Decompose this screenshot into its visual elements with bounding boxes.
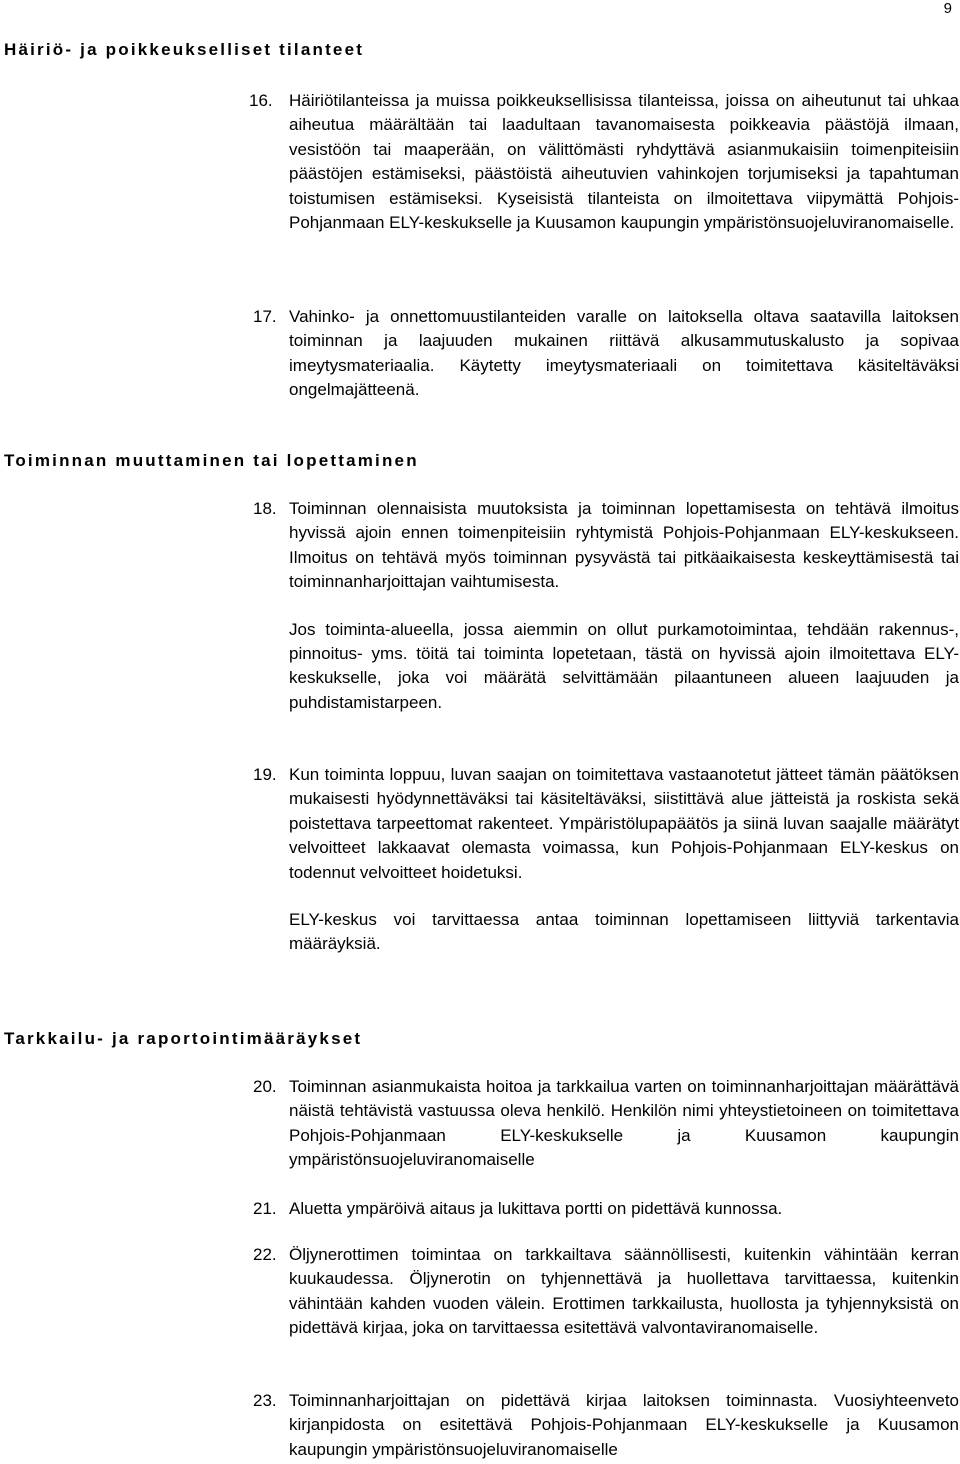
item-number: 18. [253,499,277,518]
item-20 [253,1075,959,1173]
item-19 [253,763,959,957]
item-number: 19. [253,765,277,784]
item-paragraph: Aluetta ympäröivä aitaus ja lukittava portti on pidettävä kunnossa. [289,1199,783,1218]
item-paragraph: Vahinko- ja onnettomuustilanteiden varalle on laitoksella oltava saatavilla laitoksen toiminnan ja laajuuden mukainen riittävä alkusammutuskalusto ja sopivaa imeytysmateriaalia. Käytetty imeytysmateriaali on toimitettava käsiteltäväksi ongelmajätteenä. [289,307,959,400]
item-paragraph: Toiminnan olennaisista muutoksista ja toiminnan lopettamisesta on tehtävä ilmoitus hyvissä ajoin ennen toimenpiteisiin ryhtymistä Pohjois-Pohjanmaan ELY-keskukseen. Ilmoitus on tehtävä myös toiminnan pysyvästä tai pitkäaikaisesta keskeyttämisestä tai toiminnanharjoittajan vaihtumisesta. [289,499,959,592]
item-number: 22. [253,1245,277,1264]
section-heading-hairio: Häiriö- ja poikkeukselliset tilanteet [4,40,365,59]
section-heading-tarkkailu: Tarkkailu- ja raportointimääräykset [4,1029,363,1048]
item-16 [249,89,959,235]
item-paragraph: Toiminnanharjoittajan on pidettävä kirjaa laitoksen toiminnasta. Vuosiyhteenveto kirjanpidosta on esitettävä Pohjois-Pohjanmaan ELY-keskukselle ja Kuusamon kaupungin ympäristönsuojeluviranomaiselle [289,1391,959,1459]
item-number: 16. [249,91,273,110]
page-number: 9 [943,0,952,17]
item-paragraph: ELY-keskus voi tarvittaessa antaa toiminnan lopettamiseen liittyviä tarkentavia määräyksiä. [289,910,959,954]
item-paragraph: Öljynerottimen toimintaa on tarkkailtava säännöllisesti, kuitenkin vähintään kerran kuukaudessa. Öljynerotin on tyhjennettävä ja huollettava tarvittaessa, kuitenkin vähintään kahden vuoden välein. Erottimen tarkkailusta, huollosta ja tyhjennyksistä on pidettävä kirjaa, joka on tarvittaessa esitettävä valvontaviranomaiselle. [289,1245,959,1338]
item-23 [253,1389,959,1462]
item-17 [253,305,959,403]
item-number: 17. [253,307,277,326]
item-paragraph: Kun toiminta loppuu, luvan saajan on toimitettava vastaanotetut jätteet tämän päätöksen mukaisesti hyödynnettäväksi tai käsiteltäväksi, siistittävä alue jätteistä ja roskista sekä poistettava tarpeettomat rakenteet. Ympäristölupapäätös ja siinä luvan saajalle määrätyt velvoitteet lakkaavat olemasta voimassa, kun Pohjois-Pohjanmaan ELY-keskus on todennut velvoitteet hoidetuksi. [289,765,959,882]
item-paragraph: Jos toiminta-alueella, jossa aiemmin on ollut purkamotoimintaa, tehdään rakennus-, pinnoitus- yms. töitä tai toiminta lopetetaan, tästä on hyvissä ajoin ilmoitettava ELY-keskukselle, joka voi määrätä selvittämään pilaantuneen alueen laajuuden ja puhdistamistarpeen. [289,619,959,712]
item-22 [253,1243,959,1341]
item-18 [253,497,959,715]
item-paragraph: Häiriötilanteissa ja muissa poikkeuksellisissa tilanteissa, joissa on aiheutunut tai uhkaa aiheutua määrältään tai laadultaan tavanomaisesta poikkeavia päästöjä ilmaan, vesistöön tai maaperään, on välittömästi ryhdyttävä asianmukaisiin toimenpiteisiin päästöjen estämiseksi, päästöistä aiheutuvien vahinkojen torjumiseksi ja tapahtuman toistumisen estämiseksi. Kyseisistä tilanteista on ilmoitettava viipymättä Pohjois-Pohjanmaan ELY-keskukselle ja Kuusamon kaupungin ympäristönsuojeluviranomaiselle. [289,91,959,233]
item-paragraph: Toiminnan asianmukaista hoitoa ja tarkkailua varten on toiminnanharjoittajan määrättävä näistä tehtävistä vastuussa oleva henkilö. Henkilön nimi yhteystietoineen on toimitettava Pohjois-Pohjanmaan ELY-keskukselle ja Kuusamon kaupungin ympäristönsuojeluviranomaiselle [289,1077,959,1170]
item-number: 21. [253,1199,277,1218]
item-21 [253,1197,959,1221]
item-number: 20. [253,1077,277,1096]
item-number: 23. [253,1391,277,1410]
section-heading-toiminnan-muuttaminen: Toiminnan muuttaminen tai lopettaminen [4,451,419,470]
